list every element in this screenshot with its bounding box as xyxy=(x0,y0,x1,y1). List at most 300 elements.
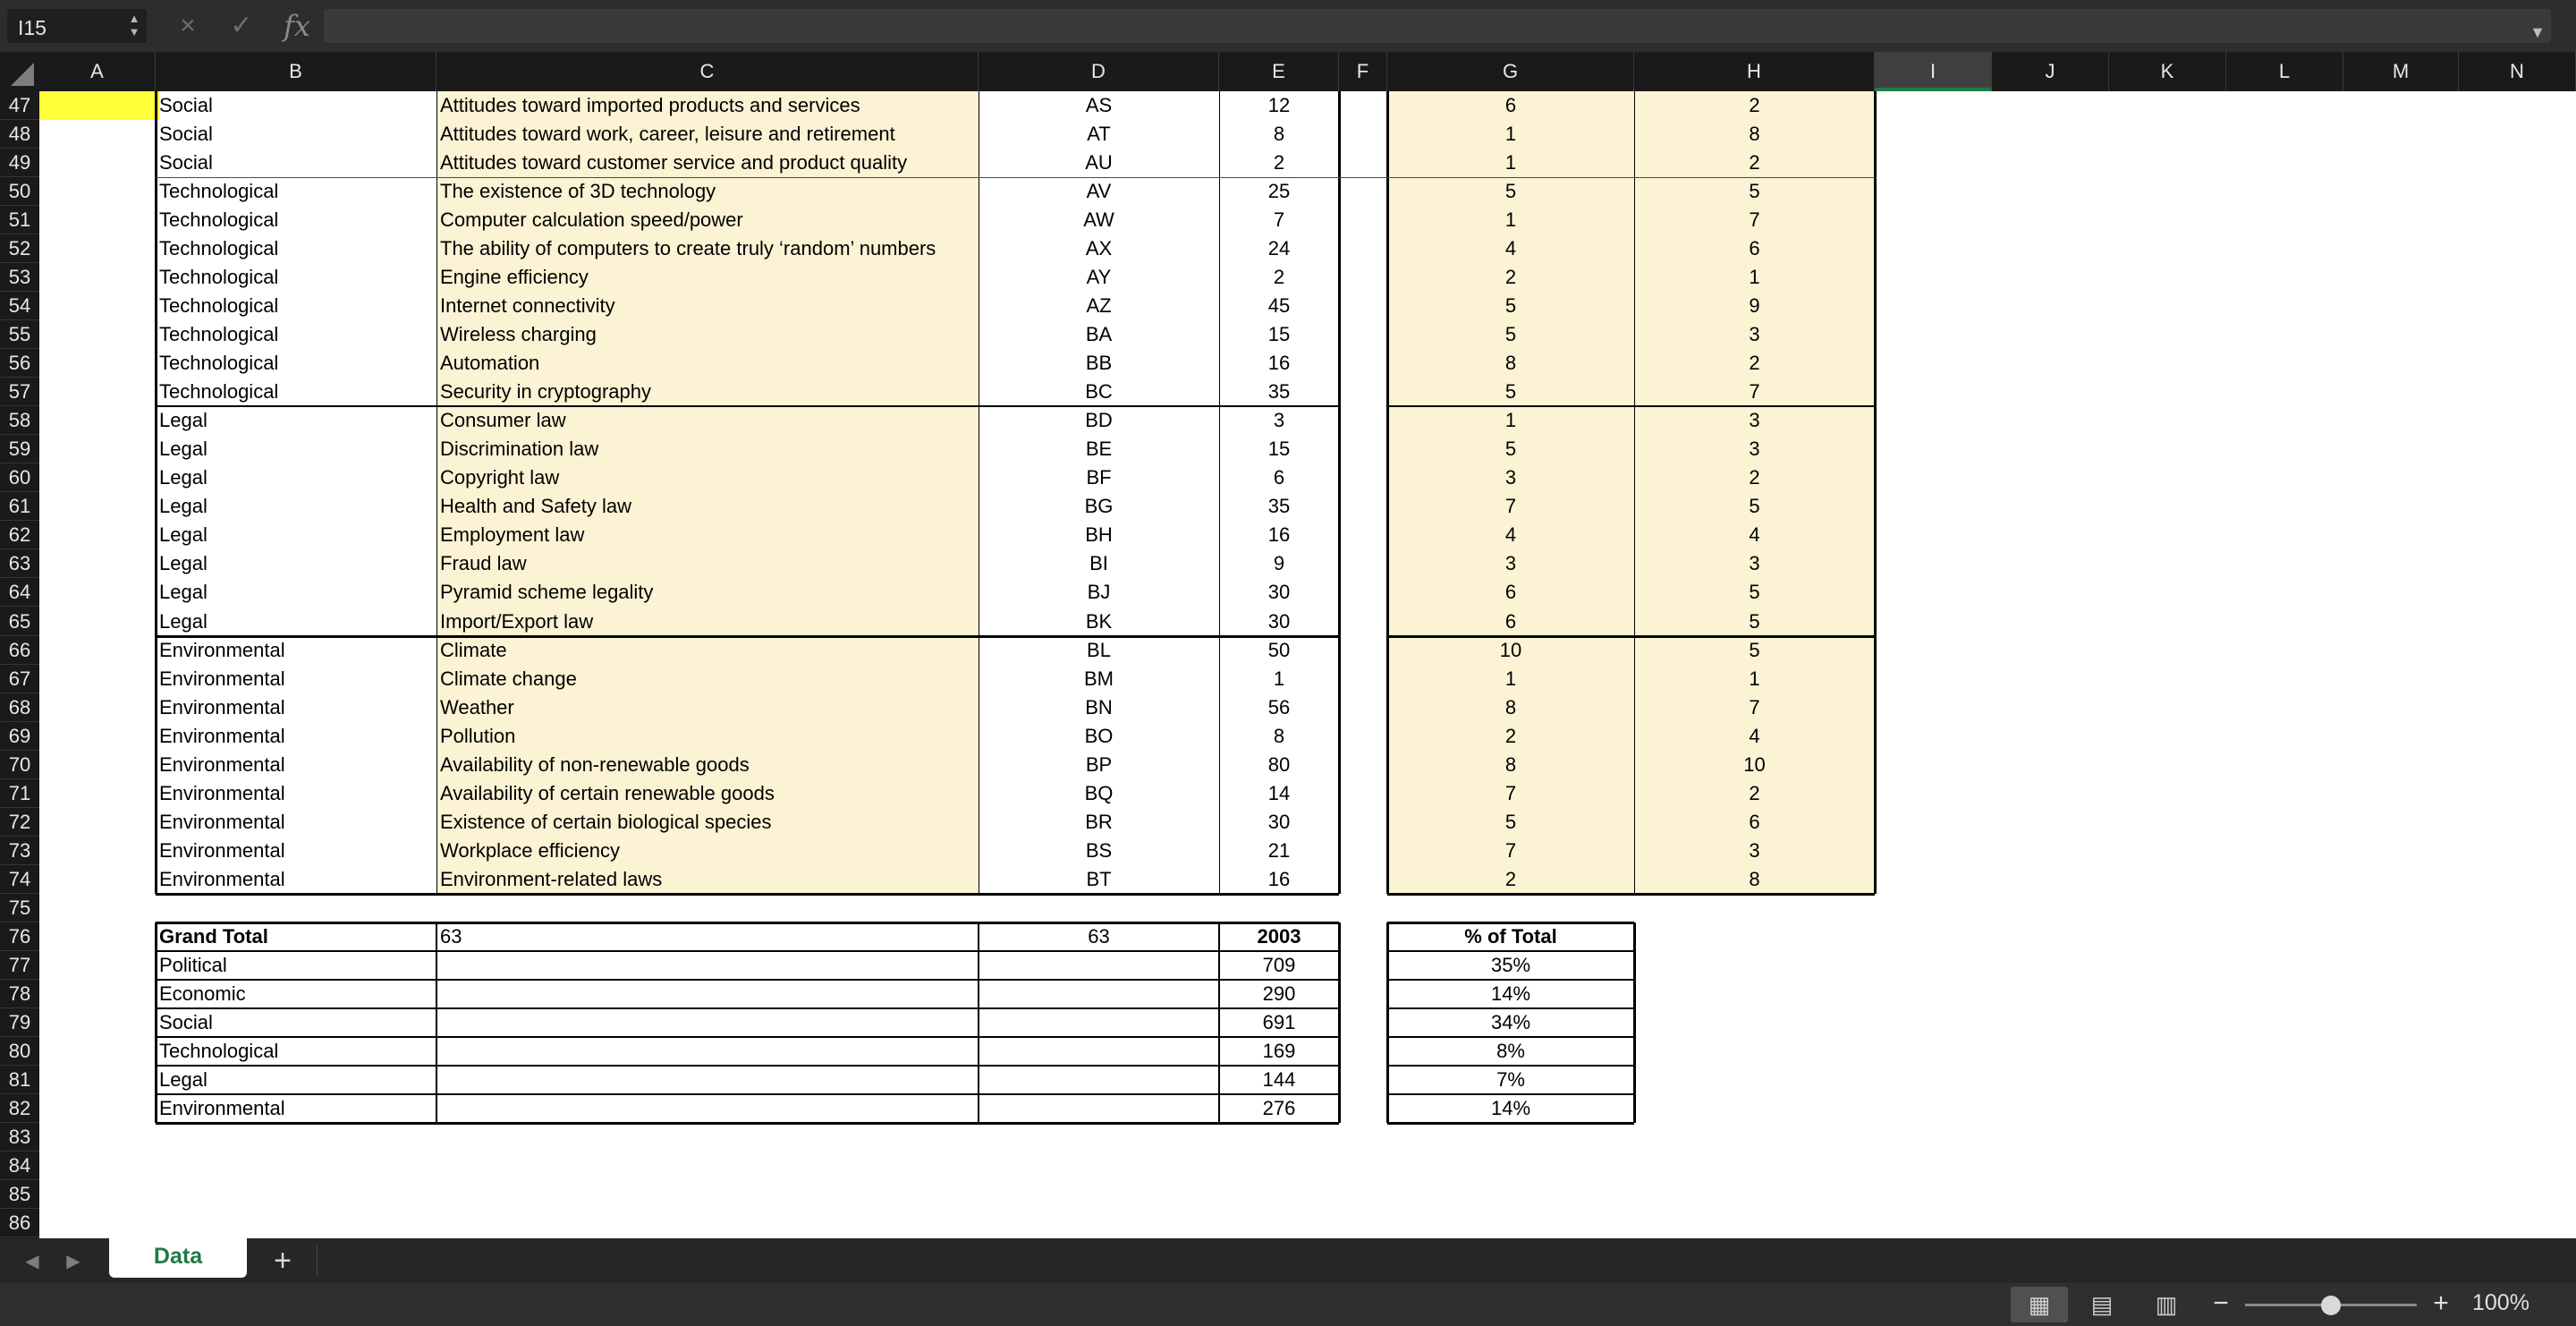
percent-h34 xyxy=(1387,1065,1634,1067)
table-bottom-left xyxy=(156,893,1339,896)
row-header-67[interactable]: 67 xyxy=(0,665,39,693)
cell-d68[interactable]: BN xyxy=(1085,696,1113,718)
cell-c66[interactable]: Climate xyxy=(440,639,507,661)
cell-g81[interactable]: 7% xyxy=(1496,1068,1525,1091)
summary-h31 xyxy=(156,979,1339,981)
cell-d48[interactable]: AT xyxy=(1087,123,1111,145)
cell-h59[interactable]: 3 xyxy=(1749,438,1760,460)
cell-b70[interactable]: Environmental xyxy=(159,753,285,776)
cell-g54[interactable]: 5 xyxy=(1504,294,1517,317)
percent-v0 xyxy=(1386,922,1389,1123)
cell-h49[interactable]: 2 xyxy=(1749,151,1760,174)
zoom-slider-handle[interactable] xyxy=(2321,1296,2341,1315)
cell-d69[interactable]: BO xyxy=(1084,725,1114,747)
cell-g59[interactable]: 5 xyxy=(1504,438,1517,460)
row-header-79[interactable]: 79 xyxy=(0,1008,39,1037)
cell-g65[interactable]: 6 xyxy=(1504,610,1517,633)
cell-e59[interactable]: 15 xyxy=(1267,438,1291,460)
cell-g62[interactable]: 4 xyxy=(1504,523,1517,546)
cell-e69[interactable]: 8 xyxy=(1273,725,1285,747)
cell-b62[interactable]: Legal xyxy=(159,523,208,546)
table-border-v5 xyxy=(1386,91,1389,894)
cell-h52[interactable]: 6 xyxy=(1749,237,1760,259)
summary-v4 xyxy=(1338,922,1341,1123)
cell-g57[interactable]: 5 xyxy=(1504,380,1517,403)
cell-e65[interactable]: 30 xyxy=(1267,610,1291,633)
cell-g64[interactable]: 6 xyxy=(1504,581,1517,603)
name-box-stepper-icon[interactable]: ▲ ▼ xyxy=(128,12,140,38)
cell-e62[interactable]: 16 xyxy=(1267,523,1291,546)
cell-g82[interactable]: 14% xyxy=(1490,1097,1531,1119)
row-header-85[interactable]: 85 xyxy=(0,1180,39,1209)
cell-g73[interactable]: 7 xyxy=(1504,839,1517,862)
cell-b78[interactable]: Economic xyxy=(159,982,246,1005)
cell-d49[interactable]: AU xyxy=(1085,151,1113,174)
column-header-j[interactable]: J xyxy=(1992,52,2109,91)
row-header-60[interactable]: 60 xyxy=(0,463,39,492)
cell-b81[interactable]: Legal xyxy=(159,1068,208,1091)
sheet-tab-bar xyxy=(0,1238,2576,1283)
formula-input[interactable] xyxy=(324,9,2551,43)
cell-d52[interactable]: AX xyxy=(1085,237,1113,259)
cell-e66[interactable]: 50 xyxy=(1267,639,1291,661)
cell-d74[interactable]: BT xyxy=(1086,868,1112,890)
cell-d73[interactable]: BS xyxy=(1085,839,1113,862)
cell-h69[interactable]: 4 xyxy=(1749,725,1760,747)
row-header-59[interactable]: 59 xyxy=(0,435,39,463)
percent-h29 xyxy=(1387,922,1634,924)
cell-c72[interactable]: Existence of certain biological species xyxy=(440,811,772,833)
cell-c76[interactable]: 63 xyxy=(440,925,462,948)
name-box[interactable] xyxy=(7,9,147,43)
cell-b77[interactable]: Political xyxy=(159,954,227,976)
cell-b64[interactable]: Legal xyxy=(159,581,208,603)
cell-d64[interactable]: BJ xyxy=(1087,581,1111,603)
summary-h32 xyxy=(156,1007,1339,1009)
column-header-a[interactable]: A xyxy=(39,52,156,91)
cell-b58[interactable]: Legal xyxy=(159,409,208,431)
cell-h71[interactable]: 2 xyxy=(1749,782,1760,804)
cell-c69[interactable]: Pollution xyxy=(440,725,516,747)
cell-d50[interactable]: AV xyxy=(1086,180,1112,202)
cell-h50[interactable]: 5 xyxy=(1749,180,1760,202)
highlight-grand-total xyxy=(39,91,159,120)
table-border-v3 xyxy=(1219,91,1220,894)
cell-e74[interactable]: 16 xyxy=(1267,868,1291,890)
cell-g63[interactable]: 3 xyxy=(1504,552,1517,574)
cell-b50[interactable]: Technological xyxy=(159,180,279,202)
cell-b80[interactable]: Technological xyxy=(159,1040,279,1062)
row-header-50[interactable]: 50 xyxy=(0,177,39,206)
cell-h48[interactable]: 8 xyxy=(1749,123,1760,145)
percent-h30 xyxy=(1387,950,1634,952)
cell-b73[interactable]: Environmental xyxy=(159,839,285,862)
cell-d51[interactable]: AW xyxy=(1083,208,1114,231)
row-header-54[interactable]: 54 xyxy=(0,292,39,320)
cell-g49[interactable]: 1 xyxy=(1504,151,1517,174)
cell-e73[interactable]: 21 xyxy=(1267,839,1291,862)
cell-g69[interactable]: 2 xyxy=(1504,725,1517,747)
cell-d57[interactable]: BC xyxy=(1085,380,1113,403)
cell-c71[interactable]: Availability of certain renewable goods xyxy=(440,782,775,804)
cell-e50[interactable]: 25 xyxy=(1267,180,1291,202)
zoom-out-button[interactable]: − xyxy=(2213,1288,2229,1318)
summary-v1 xyxy=(436,922,437,1123)
cell-g53[interactable]: 2 xyxy=(1504,266,1517,288)
status-bar xyxy=(0,1283,2576,1326)
row-header-66[interactable]: 66 xyxy=(0,636,39,665)
cell-c50[interactable]: The existence of 3D technology xyxy=(440,180,716,202)
row-header-63[interactable]: 63 xyxy=(0,549,39,578)
cell-e72[interactable]: 30 xyxy=(1267,811,1291,833)
cell-e81[interactable]: 144 xyxy=(1262,1068,1296,1091)
cell-b55[interactable]: Technological xyxy=(159,323,279,345)
cell-g50[interactable]: 5 xyxy=(1504,180,1517,202)
cell-h61[interactable]: 5 xyxy=(1749,495,1760,517)
row-header-58[interactable]: 58 xyxy=(0,406,39,435)
percent-h36 xyxy=(1387,1122,1634,1125)
row-header-48[interactable]: 48 xyxy=(0,120,39,149)
cell-h63[interactable]: 3 xyxy=(1749,552,1760,574)
cell-e76[interactable]: 2003 xyxy=(1257,925,1301,948)
row-header-57[interactable]: 57 xyxy=(0,378,39,406)
cell-e78[interactable]: 290 xyxy=(1262,982,1296,1005)
cell-h64[interactable]: 5 xyxy=(1749,581,1760,603)
cell-c62[interactable]: Employment law xyxy=(440,523,585,546)
cell-h47[interactable]: 2 xyxy=(1749,94,1760,116)
group-divider-technological xyxy=(156,405,1339,407)
name-box-value: I15 xyxy=(18,16,47,39)
group-divider-technological-right xyxy=(1387,405,1875,407)
cell-g78[interactable]: 14% xyxy=(1490,982,1531,1005)
cell-c63[interactable]: Fraud law xyxy=(440,552,527,574)
cell-h55[interactable]: 3 xyxy=(1749,323,1760,345)
cell-d59[interactable]: BE xyxy=(1085,438,1113,460)
cell-c61[interactable]: Health and Safety law xyxy=(440,495,632,517)
cell-e52[interactable]: 24 xyxy=(1267,237,1291,259)
cell-e55[interactable]: 15 xyxy=(1267,323,1291,345)
column-header-f[interactable]: F xyxy=(1339,52,1387,91)
cell-d66[interactable]: BL xyxy=(1087,639,1111,661)
cell-b79[interactable]: Social xyxy=(159,1011,213,1033)
cell-e56[interactable]: 16 xyxy=(1267,352,1291,374)
cell-d53[interactable]: AY xyxy=(1086,266,1112,288)
cell-h70[interactable]: 10 xyxy=(1743,753,1766,776)
cell-h60[interactable]: 2 xyxy=(1749,466,1760,489)
cell-b61[interactable]: Legal xyxy=(159,495,208,517)
cell-c49[interactable]: Attitudes toward customer service and product quality xyxy=(440,151,908,174)
row-header-77[interactable]: 77 xyxy=(0,951,39,980)
cell-c55[interactable]: Wireless charging xyxy=(440,323,597,345)
cell-d58[interactable]: BD xyxy=(1085,409,1113,431)
cell-b51[interactable]: Technological xyxy=(159,208,279,231)
summary-v3 xyxy=(1218,922,1220,1123)
table-bottom-right xyxy=(1387,893,1875,896)
cell-b72[interactable]: Environmental xyxy=(159,811,285,833)
cell-d72[interactable]: BR xyxy=(1085,811,1113,833)
cell-g70[interactable]: 8 xyxy=(1504,753,1517,776)
column-header-l[interactable]: L xyxy=(2226,52,2343,91)
cell-b76[interactable]: Grand Total xyxy=(159,925,268,948)
cell-e79[interactable]: 691 xyxy=(1262,1011,1296,1033)
cell-b66[interactable]: Environmental xyxy=(159,639,285,661)
cell-g60[interactable]: 3 xyxy=(1504,466,1517,489)
cell-d65[interactable]: BK xyxy=(1085,610,1113,633)
cell-b63[interactable]: Legal xyxy=(159,552,208,574)
page-layout-view-icon[interactable]: ▤ xyxy=(2090,1291,2114,1318)
cell-c73[interactable]: Workplace efficiency xyxy=(440,839,620,862)
cell-h56[interactable]: 2 xyxy=(1749,352,1760,374)
column-header-h[interactable]: H xyxy=(1634,52,1875,91)
cell-g52[interactable]: 4 xyxy=(1504,237,1517,259)
cell-b47[interactable]: Social xyxy=(159,94,213,116)
cell-e70[interactable]: 80 xyxy=(1267,753,1291,776)
cell-c64[interactable]: Pyramid scheme legality xyxy=(440,581,654,603)
column-header-m[interactable]: M xyxy=(2343,52,2459,91)
sheet-tab-data[interactable]: Data xyxy=(109,1238,247,1278)
row-header-74[interactable]: 74 xyxy=(0,865,39,894)
summary-h34 xyxy=(156,1065,1339,1067)
row-header-71[interactable]: 71 xyxy=(0,779,39,808)
zoom-level: 100% xyxy=(2472,1290,2529,1315)
cell-g72[interactable]: 5 xyxy=(1504,811,1517,833)
cell-e58[interactable]: 3 xyxy=(1273,409,1285,431)
cell-d62[interactable]: BH xyxy=(1085,523,1113,546)
cell-e63[interactable]: 9 xyxy=(1273,552,1285,574)
add-sheet-button[interactable]: + xyxy=(274,1244,292,1278)
cell-c70[interactable]: Availability of non-renewable goods xyxy=(440,753,750,776)
column-header-c[interactable]: C xyxy=(436,52,979,91)
expand-formula-bar-icon[interactable]: ▼ xyxy=(2529,23,2546,41)
cell-area[interactable] xyxy=(39,91,2576,1238)
row-header-62[interactable]: 62 xyxy=(0,521,39,549)
cell-g47[interactable]: 6 xyxy=(1504,94,1517,116)
select-all-icon[interactable] xyxy=(0,52,39,91)
row-header-49[interactable]: 49 xyxy=(0,149,39,177)
cell-c57[interactable]: Security in cryptography xyxy=(440,380,651,403)
cell-e67[interactable]: 1 xyxy=(1273,667,1285,690)
row-header-86[interactable]: 86 xyxy=(0,1209,39,1237)
cell-e82[interactable]: 276 xyxy=(1262,1097,1296,1119)
cell-h72[interactable]: 6 xyxy=(1749,811,1760,833)
cell-c68[interactable]: Weather xyxy=(440,696,514,718)
cell-d55[interactable]: BA xyxy=(1085,323,1113,345)
cell-c59[interactable]: Discrimination law xyxy=(440,438,599,460)
row-header-53[interactable]: 53 xyxy=(0,263,39,292)
cell-b52[interactable]: Technological xyxy=(159,237,279,259)
cell-g67[interactable]: 1 xyxy=(1504,667,1517,690)
cell-d47[interactable]: AS xyxy=(1085,94,1113,116)
row-header-56[interactable]: 56 xyxy=(0,349,39,378)
cell-b69[interactable]: Environmental xyxy=(159,725,285,747)
summary-v2 xyxy=(978,922,979,1123)
cell-e77[interactable]: 709 xyxy=(1262,954,1296,976)
cell-e57[interactable]: 35 xyxy=(1267,380,1291,403)
previous-sheet-icon[interactable]: ◀ xyxy=(25,1252,39,1271)
column-header-n[interactable]: N xyxy=(2459,52,2576,91)
function-icon[interactable]: fx xyxy=(284,9,310,43)
row-header-73[interactable]: 73 xyxy=(0,837,39,865)
cancel-icon[interactable]: × xyxy=(180,11,196,40)
cell-g74[interactable]: 2 xyxy=(1504,868,1517,890)
summary-h36 xyxy=(156,1122,1339,1125)
cell-e49[interactable]: 2 xyxy=(1273,151,1285,174)
row-header-80[interactable]: 80 xyxy=(0,1037,39,1066)
row-header-70[interactable]: 70 xyxy=(0,751,39,779)
cell-g56[interactable]: 8 xyxy=(1504,352,1517,374)
table-border-v7 xyxy=(1874,91,1877,894)
cell-c56[interactable]: Automation xyxy=(440,352,540,374)
cell-b53[interactable]: Technological xyxy=(159,266,279,288)
cell-d56[interactable]: BB xyxy=(1085,352,1113,374)
cell-b74[interactable]: Environmental xyxy=(159,868,285,890)
row-header-82[interactable]: 82 xyxy=(0,1094,39,1123)
row-header-84[interactable]: 84 xyxy=(0,1152,39,1180)
row-header-69[interactable]: 69 xyxy=(0,722,39,751)
cell-d70[interactable]: BP xyxy=(1085,753,1113,776)
percent-h32 xyxy=(1387,1007,1634,1009)
cell-h74[interactable]: 8 xyxy=(1749,868,1760,890)
cell-c48[interactable]: Attitudes toward work, career, leisure and retirement xyxy=(440,123,895,145)
row-header-81[interactable]: 81 xyxy=(0,1066,39,1094)
cell-d67[interactable]: BM xyxy=(1084,667,1114,690)
cell-g79[interactable]: 34% xyxy=(1490,1011,1531,1033)
row-header-51[interactable]: 51 xyxy=(0,206,39,234)
cell-b68[interactable]: Environmental xyxy=(159,696,285,718)
cell-e51[interactable]: 7 xyxy=(1273,208,1285,231)
tab-divider xyxy=(317,1245,318,1276)
cell-e54[interactable]: 45 xyxy=(1267,294,1291,317)
row-header-75[interactable]: 75 xyxy=(0,894,39,922)
cell-g66[interactable]: 10 xyxy=(1499,639,1522,661)
cell-e71[interactable]: 14 xyxy=(1267,782,1291,804)
row-header-61[interactable]: 61 xyxy=(0,492,39,521)
row-header-47[interactable]: 47 xyxy=(0,91,39,120)
cell-c52[interactable]: The ability of computers to create truly ‘random’ numbers xyxy=(440,237,936,259)
cell-g77[interactable]: 35% xyxy=(1490,954,1531,976)
cell-e48[interactable]: 8 xyxy=(1273,123,1285,145)
cell-b56[interactable]: Technological xyxy=(159,352,279,374)
cell-c58[interactable]: Consumer law xyxy=(440,409,566,431)
column-header-g[interactable]: G xyxy=(1387,52,1634,91)
cell-b71[interactable]: Environmental xyxy=(159,782,285,804)
row-header-72[interactable]: 72 xyxy=(0,808,39,837)
cell-g61[interactable]: 7 xyxy=(1504,495,1517,517)
row-header-55[interactable]: 55 xyxy=(0,320,39,349)
cell-h54[interactable]: 9 xyxy=(1749,294,1760,317)
zoom-in-button[interactable]: + xyxy=(2433,1288,2449,1318)
cell-e80[interactable]: 169 xyxy=(1262,1040,1296,1062)
cell-d61[interactable]: BG xyxy=(1084,495,1114,517)
cell-g68[interactable]: 8 xyxy=(1504,696,1517,718)
cell-c60[interactable]: Copyright law xyxy=(440,466,560,489)
row-header-76[interactable]: 76 xyxy=(0,922,39,951)
cell-c67[interactable]: Climate change xyxy=(440,667,577,690)
cell-g48[interactable]: 1 xyxy=(1504,123,1517,145)
cell-h53[interactable]: 1 xyxy=(1749,266,1760,288)
cell-b67[interactable]: Environmental xyxy=(159,667,285,690)
cell-c51[interactable]: Computer calculation speed/power xyxy=(440,208,743,231)
summary-h30 xyxy=(156,950,1339,952)
cell-d76[interactable]: 63 xyxy=(1088,925,1110,948)
summary-h35 xyxy=(156,1093,1339,1095)
table-border-v6 xyxy=(1634,91,1635,894)
cell-d54[interactable]: AZ xyxy=(1086,294,1112,317)
cell-h57[interactable]: 7 xyxy=(1749,380,1760,403)
cell-e68[interactable]: 56 xyxy=(1267,696,1291,718)
cell-g58[interactable]: 1 xyxy=(1504,409,1517,431)
column-header-b[interactable]: B xyxy=(156,52,436,91)
cell-c47[interactable]: Attitudes toward imported products and services xyxy=(440,94,860,116)
next-sheet-icon[interactable]: ▶ xyxy=(66,1252,80,1271)
cell-h62[interactable]: 4 xyxy=(1749,523,1760,546)
cell-h58[interactable]: 3 xyxy=(1749,409,1760,431)
cell-e47[interactable]: 12 xyxy=(1267,94,1291,116)
cell-b54[interactable]: Technological xyxy=(159,294,279,317)
cell-b60[interactable]: Legal xyxy=(159,466,208,489)
row-header-78[interactable]: 78 xyxy=(0,980,39,1008)
cell-b48[interactable]: Social xyxy=(159,123,213,145)
cell-g80[interactable]: 8% xyxy=(1496,1040,1525,1062)
cell-b65[interactable]: Legal xyxy=(159,610,208,633)
percent-h31 xyxy=(1387,979,1634,981)
cell-b57[interactable]: Technological xyxy=(159,380,279,403)
column-header-k[interactable]: K xyxy=(2109,52,2226,91)
cell-d63[interactable]: BI xyxy=(1089,552,1108,574)
summary-h29 xyxy=(156,922,1339,924)
group-divider-social xyxy=(156,177,1875,178)
cell-h67[interactable]: 1 xyxy=(1749,667,1760,690)
row-header-52[interactable]: 52 xyxy=(0,234,39,263)
cell-e64[interactable]: 30 xyxy=(1267,581,1291,603)
summary-v0 xyxy=(155,922,157,1123)
cell-h66[interactable]: 5 xyxy=(1749,639,1760,661)
row-header-68[interactable]: 68 xyxy=(0,693,39,722)
cell-d71[interactable]: BQ xyxy=(1084,782,1114,804)
column-header-bar xyxy=(0,52,2576,91)
normal-view-icon[interactable]: ▦ xyxy=(2011,1287,2068,1322)
cell-h51[interactable]: 7 xyxy=(1749,208,1760,231)
cell-h65[interactable]: 5 xyxy=(1749,610,1760,633)
cell-b49[interactable]: Social xyxy=(159,151,213,174)
cell-c74[interactable]: Environment-related laws xyxy=(440,868,663,890)
cell-c54[interactable]: Internet connectivity xyxy=(440,294,615,317)
cell-g51[interactable]: 1 xyxy=(1504,208,1517,231)
column-header-i[interactable]: I xyxy=(1875,52,1992,91)
row-header-83[interactable]: 83 xyxy=(0,1123,39,1152)
cell-d60[interactable]: BF xyxy=(1086,466,1112,489)
row-header-64[interactable]: 64 xyxy=(0,578,39,607)
cell-h68[interactable]: 7 xyxy=(1749,696,1760,718)
cell-g71[interactable]: 7 xyxy=(1504,782,1517,804)
cell-b59[interactable]: Legal xyxy=(159,438,208,460)
cell-b82[interactable]: Environmental xyxy=(159,1097,285,1119)
column-header-d[interactable]: D xyxy=(979,52,1219,91)
spreadsheet-grid[interactable] xyxy=(0,52,2576,1238)
column-header-e[interactable]: E xyxy=(1219,52,1339,91)
cell-e53[interactable]: 2 xyxy=(1273,266,1285,288)
page-break-view-icon[interactable]: ▥ xyxy=(2155,1291,2178,1318)
cell-c53[interactable]: Engine efficiency xyxy=(440,266,589,288)
cell-c65[interactable]: Import/Export law xyxy=(440,610,594,633)
confirm-icon[interactable]: ✓ xyxy=(230,11,253,40)
row-header-65[interactable]: 65 xyxy=(0,608,39,636)
cell-g55[interactable]: 5 xyxy=(1504,323,1517,345)
cell-g76[interactable]: % of Total xyxy=(1464,925,1557,948)
cell-e61[interactable]: 35 xyxy=(1267,495,1291,517)
cell-h73[interactable]: 3 xyxy=(1749,839,1760,862)
cell-e60[interactable]: 6 xyxy=(1273,466,1285,489)
